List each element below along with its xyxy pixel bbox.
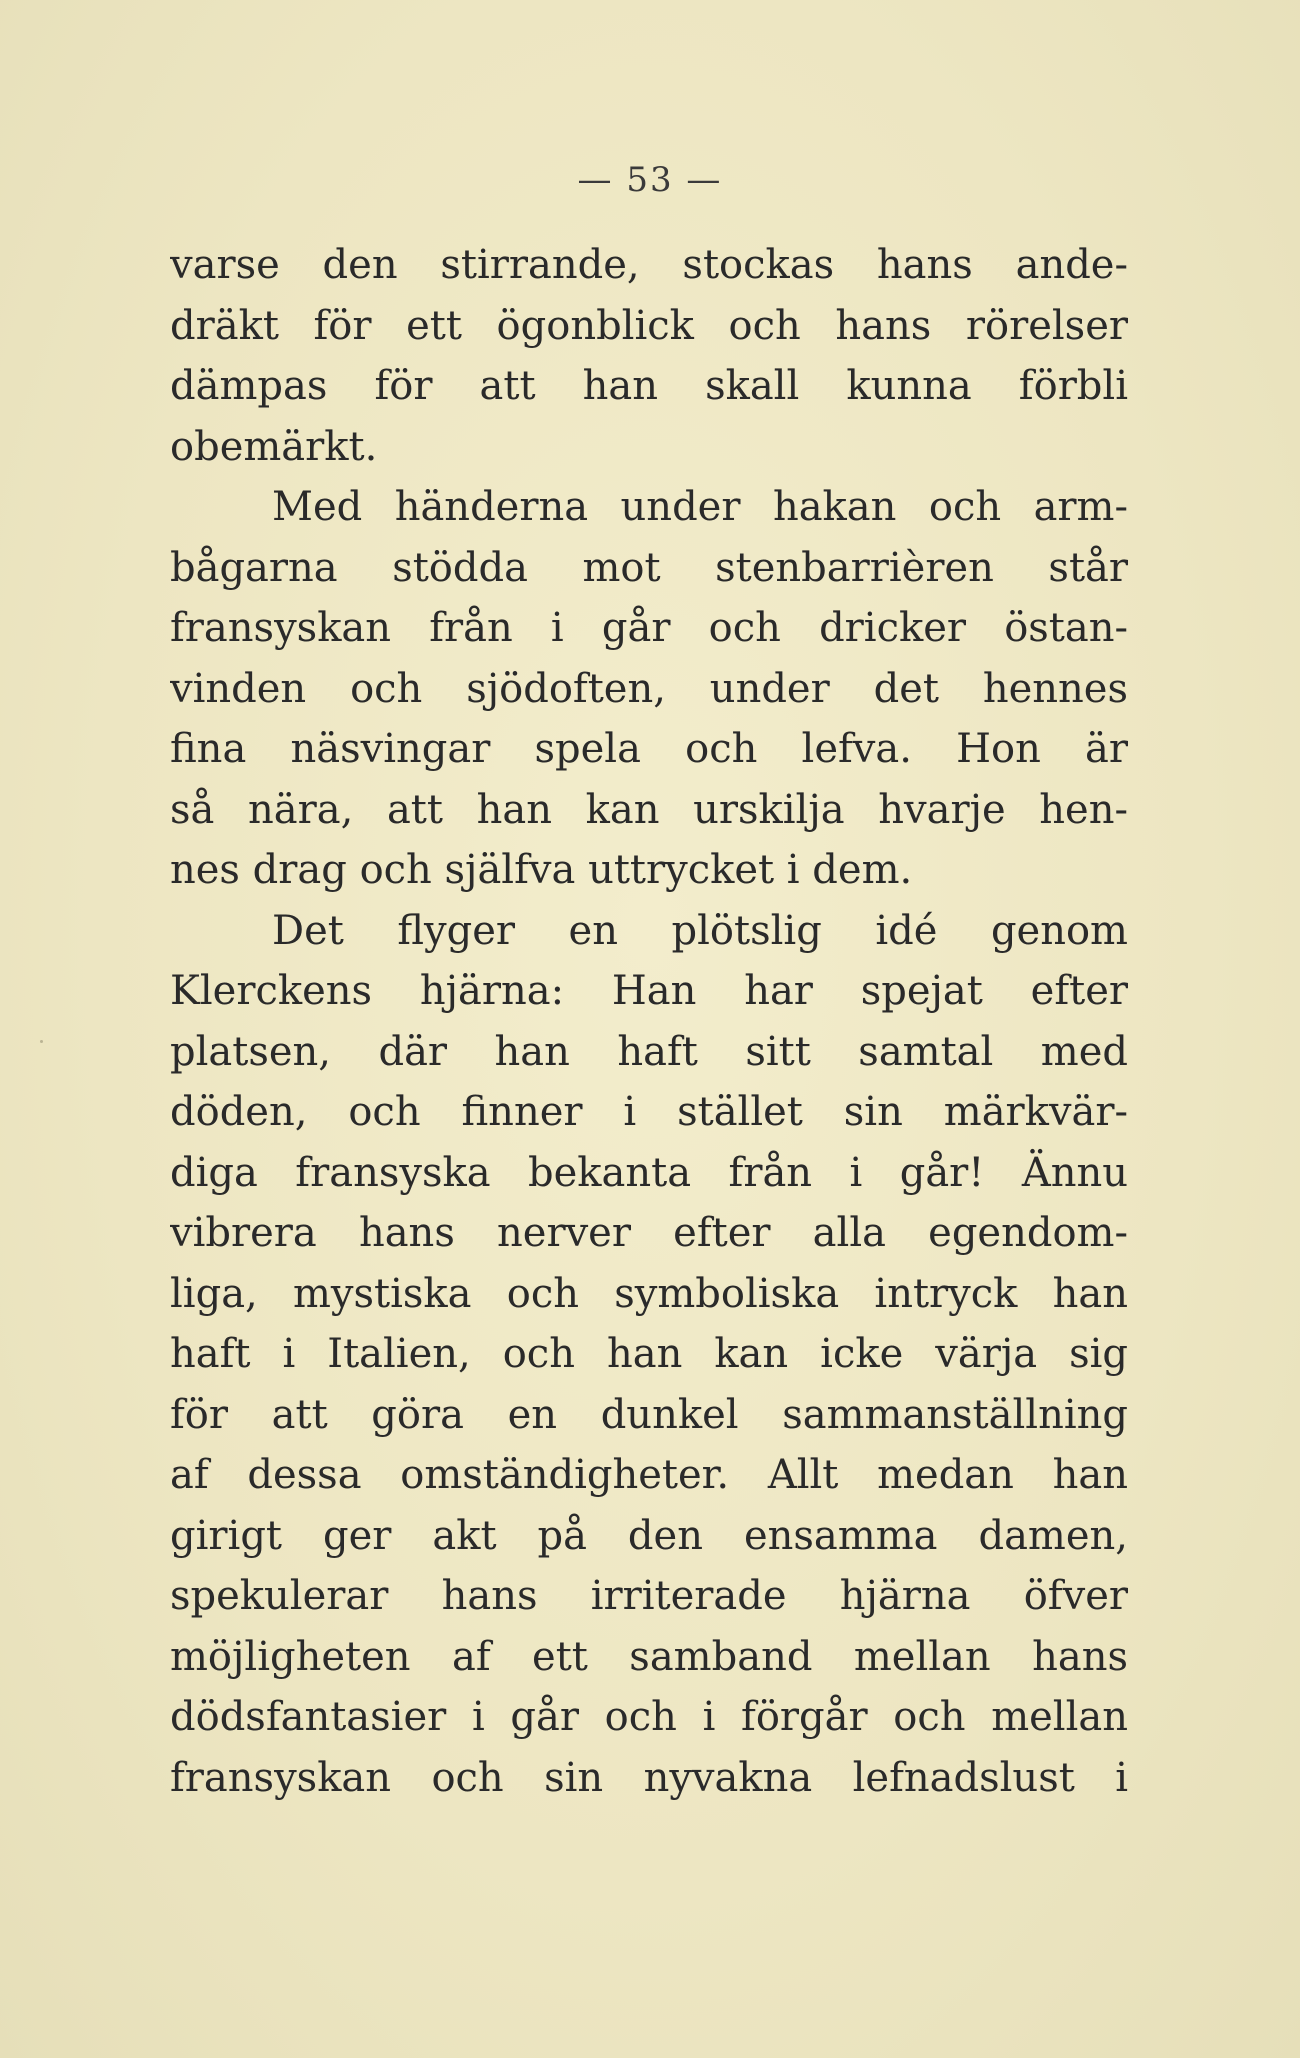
text-line: nes drag och själfva uttrycket i dem.: [170, 847, 913, 893]
text-line: dämpas för att han skall kunna förbli: [170, 363, 1128, 409]
paragraph-start-line: Med händerna under hakan och arm-: [272, 484, 1128, 530]
text-line: platsen, där han haft sitt samtal med: [170, 1028, 1128, 1075]
text-line: för att göra en dunkel sammanställning: [170, 1391, 1128, 1438]
text-line: fina näsvingar spela och lefva. Hon är: [170, 726, 1128, 772]
text-line: vinden och sjödoften, under det hennes: [170, 665, 1128, 712]
text-line: dödsfantasier i går och i förgår och mellan: [170, 1694, 1128, 1740]
text-line: fransyskan från i går och dricker östan-: [170, 605, 1128, 651]
body-text: [170, 235, 1128, 1808]
text-line: möjligheten af ett samband mellan hans: [170, 1633, 1128, 1680]
text-line: Klerckens hjärna: Han har spejat efter: [170, 968, 1128, 1014]
text-line: vibrera hans nerver efter alla egendom-: [170, 1210, 1128, 1256]
text-line: varse den stirrande, stockas hans ande-: [170, 242, 1128, 288]
text-line: dräkt för ett ögonblick och hans rörelser: [170, 302, 1128, 349]
page-number: — 53 —: [577, 160, 723, 200]
text-line: fransyskan och sin nyvakna lefnadslust i: [170, 1754, 1128, 1801]
text-line: girigt ger akt på den ensamma damen,: [170, 1512, 1128, 1559]
text-line: liga, mystiska och symboliska intryck han: [170, 1270, 1128, 1317]
paragraph-start-line: Det flyger en plötslig idé genom: [272, 907, 1128, 954]
text-line: spekulerar hans irriterade hjärna öfver: [170, 1573, 1128, 1619]
paper-speck: [40, 1040, 43, 1043]
text-line: bågarna stödda mot stenbarrièren står: [170, 544, 1128, 591]
text-line: af dessa omständigheter. Allt medan han: [170, 1452, 1128, 1498]
text-line: så nära, att han kan urskilja hvarje hen-: [170, 786, 1128, 833]
text-line: diga fransyska bekanta från i går! Ännu: [170, 1149, 1128, 1196]
text-line: döden, och finner i stället sin märkvär-: [170, 1089, 1128, 1135]
text-line: haft i Italien, och han kan icke värja sig: [170, 1331, 1128, 1377]
text-line: obemärkt.: [170, 423, 378, 470]
